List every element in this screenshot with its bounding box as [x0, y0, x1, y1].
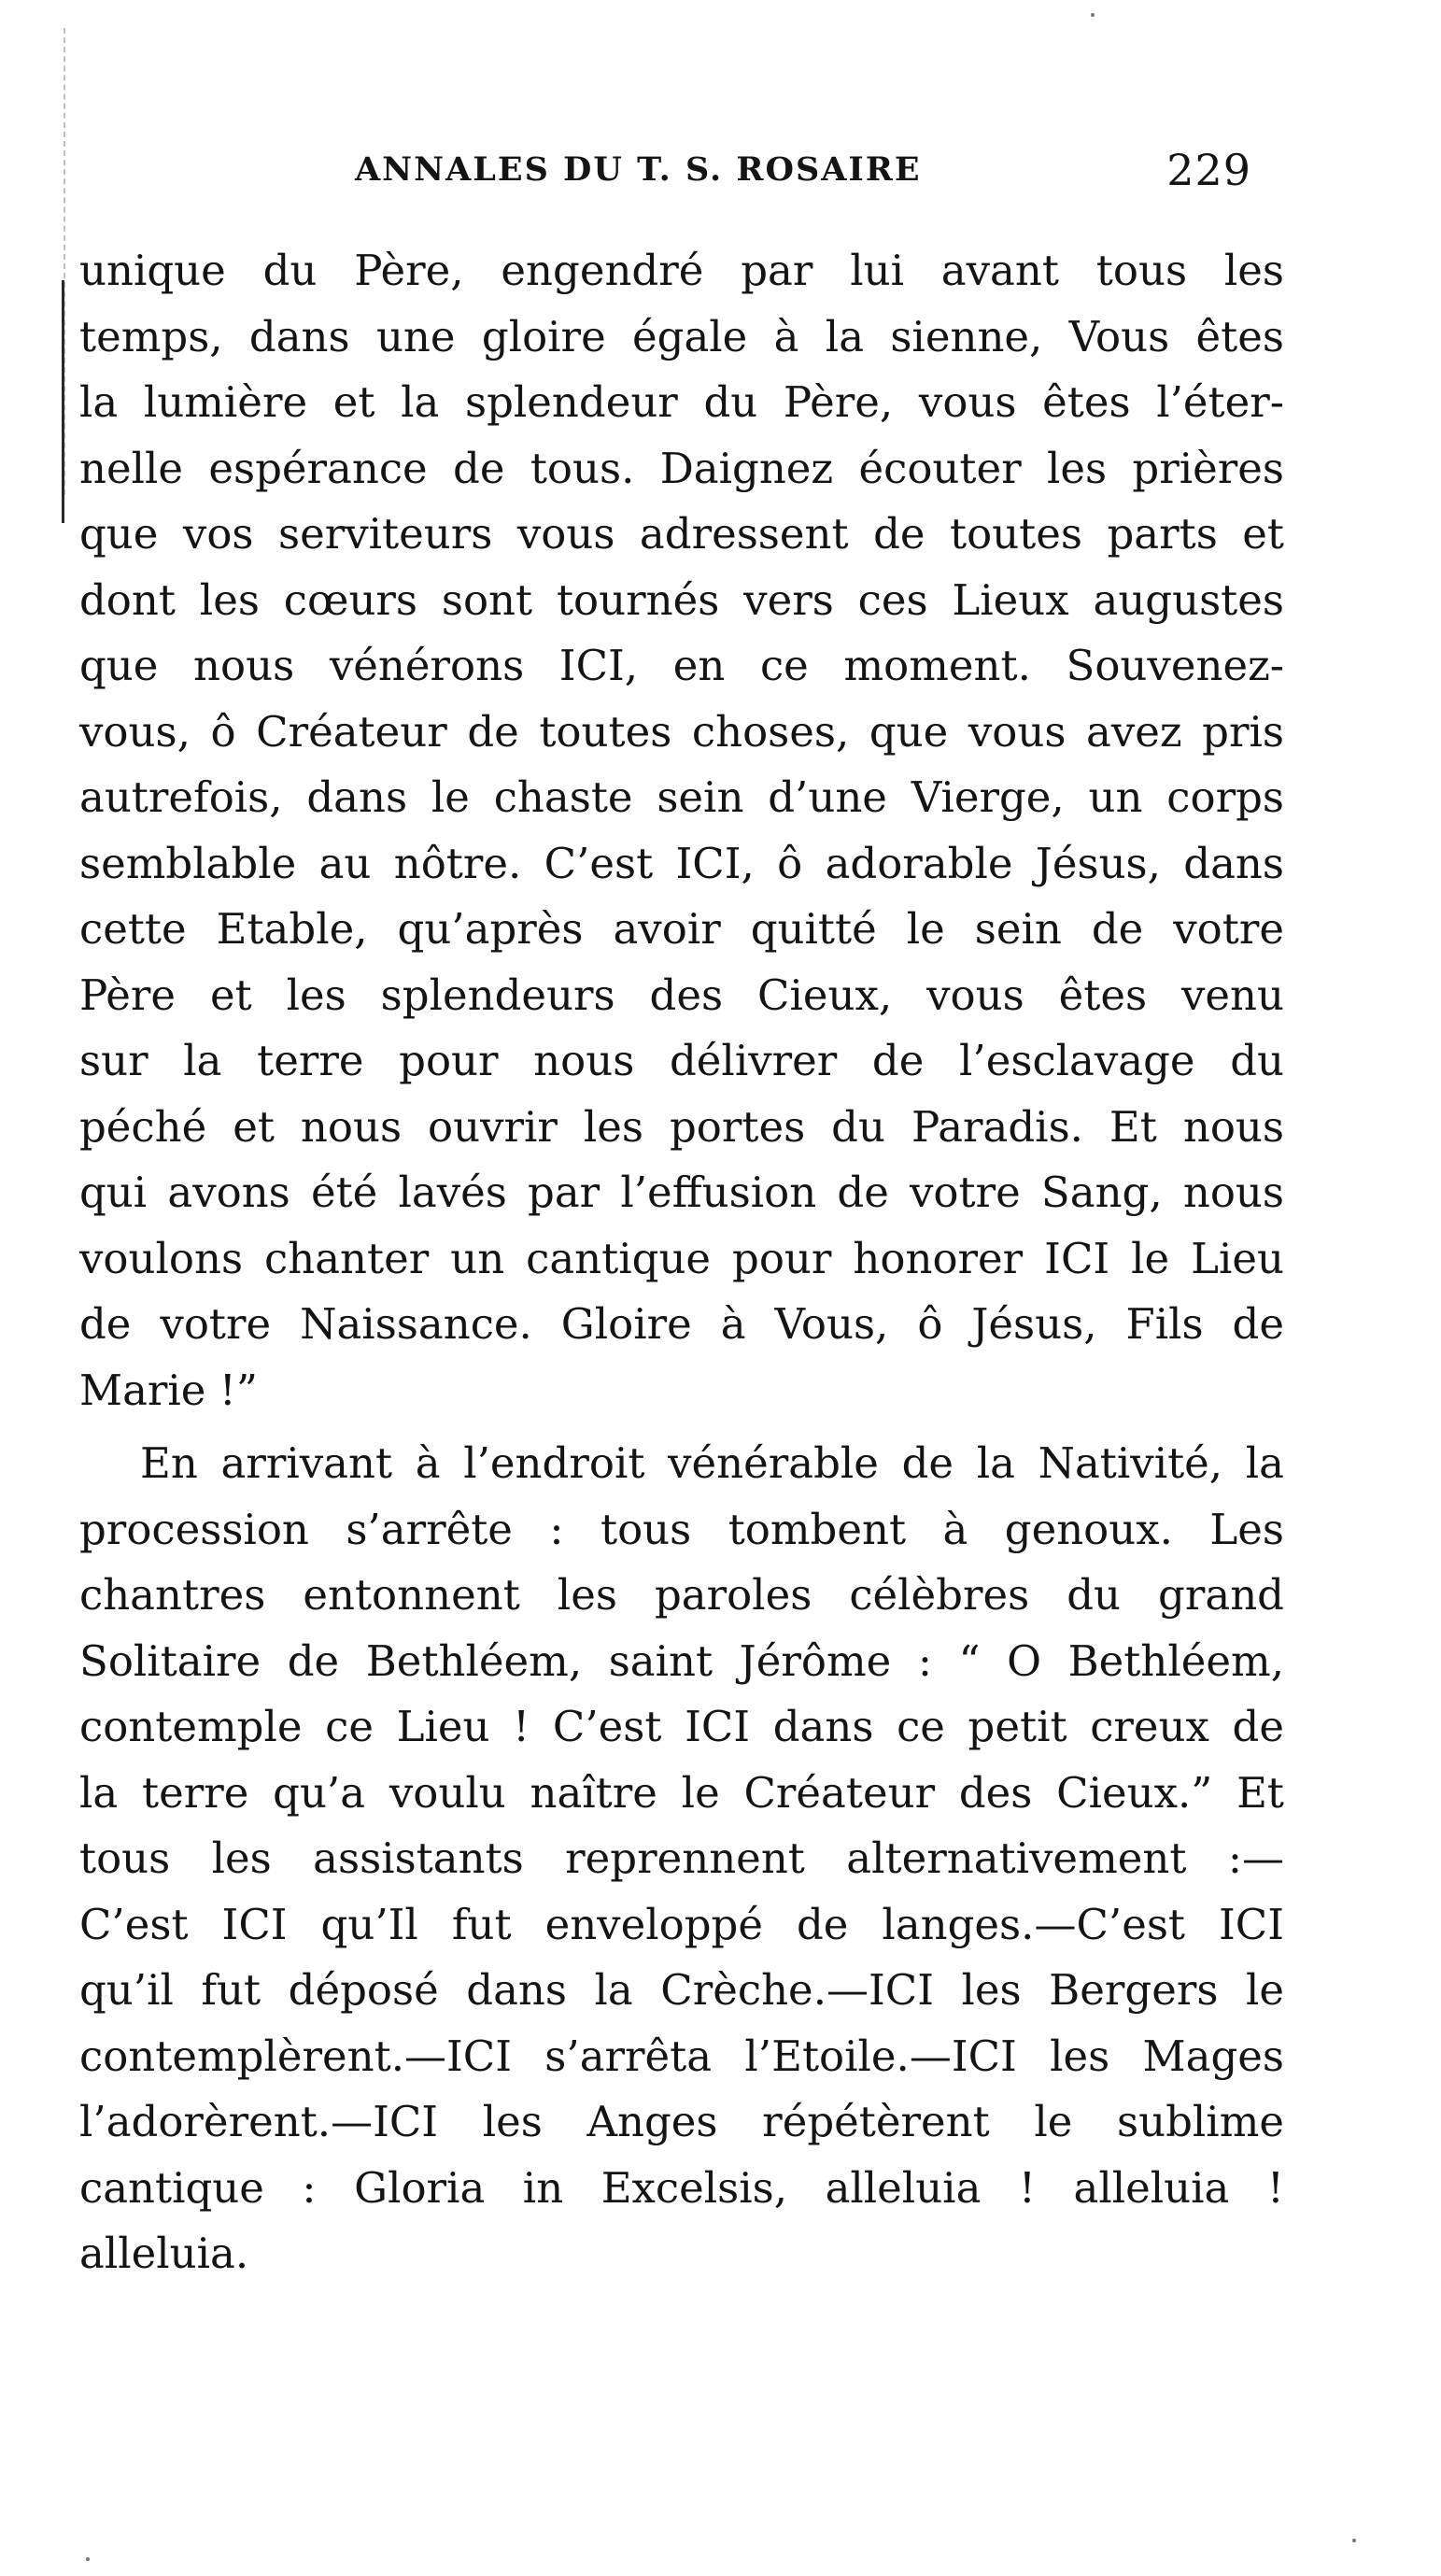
- text-line: autrefois, dans le chaste sein d’une Vierge, un corps: [79, 772, 1284, 822]
- page-margin-rule: [62, 280, 64, 523]
- text-line: nelle espérance de tous. Daignez écouter les prières: [79, 443, 1284, 493]
- text-line: de votre Naissance. Gloire à Vous, ô Jésus, Fils de: [79, 1299, 1284, 1349]
- paragraph-continued-prayer: [79, 238, 1284, 1423]
- text-line: dont les cœurs sont tournés vers ces Lieux augustes: [79, 574, 1284, 625]
- paragraph-gap: [79, 1423, 1284, 1431]
- text-line: alleluia.: [79, 2229, 249, 2278]
- text-line: temps, dans une gloire égale à la sienne, Vous êtes: [79, 311, 1284, 361]
- running-title: ANNALES DU T. S. ROSAIRE: [355, 150, 922, 189]
- text-line: sur la terre pour nous délivrer de l’esclavage du: [79, 1036, 1284, 1085]
- text-line: unique du Père, engendré par lui avant tous les: [79, 246, 1284, 295]
- text-line: tous les assistants reprennent alternativement :—: [79, 1833, 1284, 1883]
- text-line: cantique : Gloria in Excelsis, alleluia ! alleluia !: [79, 2162, 1284, 2213]
- text-line: la lumière et la splendeur du Père, vous êtes l’éter-: [79, 377, 1284, 427]
- body-text: [79, 238, 1284, 2287]
- text-line: l’adorèrent.—ICI les Anges répétèrent le sublime: [79, 2097, 1284, 2146]
- scan-speck: [86, 2557, 90, 2561]
- paragraph-nativity-procession: [79, 1431, 1284, 2287]
- scan-speck: [1091, 13, 1095, 17]
- text-line: Marie !”: [79, 1365, 258, 1415]
- text-line: péché et nous ouvrir les portes du Paradis. Et nous: [79, 1101, 1284, 1152]
- text-line: cette Etable, qu’après avoir quitté le sein de votre: [79, 904, 1284, 954]
- text-line: voulons chanter un cantique pour honorer ICI le Lieu: [79, 1233, 1284, 1283]
- text-line: procession s’arrête : tous tombent à genoux. Les: [79, 1504, 1284, 1554]
- text-line: C’est ICI qu’Il fut enveloppé de langes.—C’est ICI: [79, 1899, 1284, 1949]
- text-line: semblable au nôtre. C’est ICI, ô adorable Jésus, dans: [79, 838, 1284, 888]
- text-line: contemple ce Lieu ! C’est ICI dans ce petit creux de: [79, 1702, 1284, 1751]
- text-line: que vos serviteurs vous adressent de toutes parts et: [79, 509, 1284, 559]
- text-line: chantres entonnent les paroles célèbres du grand: [79, 1570, 1284, 1620]
- text-line: que nous vénérons ICI, en ce moment. Souvenez-: [79, 641, 1284, 690]
- text-line: contemplèrent.—ICI s’arrêta l’Etoile.—ICI les Mages: [79, 2031, 1284, 2081]
- text-line: la terre qu’a voulu naître le Créateur des Cieux.” Et: [79, 1767, 1284, 1818]
- text-line: Père et les splendeurs des Cieux, vous êtes venu: [79, 970, 1284, 1020]
- text-line: Solitaire de Bethléem, saint Jérôme : “ O Bethléem,: [79, 1635, 1284, 1686]
- text-line: qui avons été lavés par l’effusion de votre Sang, nous: [79, 1168, 1284, 1217]
- text-line: En arrivant à l’endroit vénérable de la Nativité, la: [140, 1438, 1284, 1488]
- text-line: vous, ô Créateur de toutes choses, que vous avez pris: [79, 706, 1284, 757]
- page-header: [355, 145, 1251, 201]
- page-number: 229: [1166, 145, 1251, 195]
- text-line: qu’il fut déposé dans la Crèche.—ICI les Bergers le: [79, 1965, 1284, 2015]
- scan-speck: [1352, 2539, 1356, 2542]
